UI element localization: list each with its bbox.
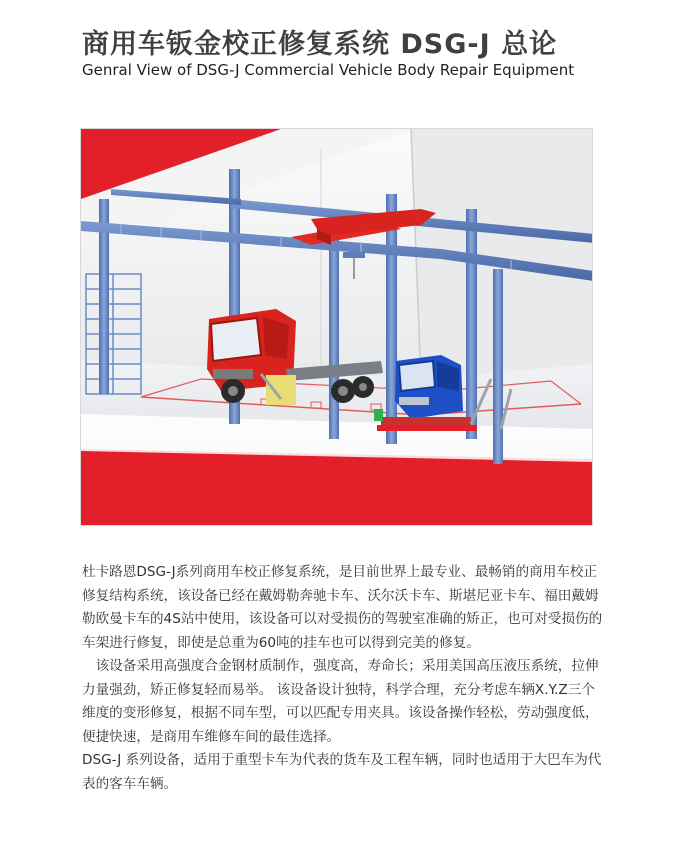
body-text bbox=[82, 561, 604, 796]
paragraph: DSG-J 系列设备，适用于重型卡车为代表的货车及工程车辆，同时也适用于大巴车为代表的客车车辆。 bbox=[82, 752, 602, 792]
column bbox=[466, 209, 477, 439]
page-title: 商用车钣金校正修复系统 DSG-J 总论 bbox=[82, 29, 558, 60]
page-subtitle: Genral View of DSG-J Commercial Vehicle Body Repair Equipment bbox=[82, 61, 575, 79]
paragraph: 杜卡路恩DSG-J系列商用车校正修复系统，是目前世界上最专业、最畅销的商用车校正修复结构系统，该设备已经在戴姆勒奔驰卡车、沃尔沃卡车、斯堪尼亚卡车、福田戴姆勒欧曼卡车的4S站中使用，该设备可以对受损伤的驾驶室准确的矫正，也可对受损伤的车架进行修复，即使是总重为60吨的挂车也可以得到完美的修复。 bbox=[82, 564, 603, 651]
hero-image bbox=[80, 128, 593, 526]
column bbox=[386, 194, 397, 444]
column bbox=[329, 237, 339, 439]
column bbox=[493, 269, 503, 464]
paragraph: 该设备采用高强度合金钢材质制作，强度高，寿命长；采用美国高压液压系统，拉伸力量强劲，矫正修复轻而易举。 该设备设计独特，科学合理，充分考虑车辆X.Y.Z三个维度的变形修复，根据不同车型，可以匹配专用夹具。该设备操作轻松，劳动强度低，便捷快速，是商用车维修车间的最佳选择。 bbox=[82, 658, 599, 745]
equipment-rendering bbox=[81, 129, 593, 526]
